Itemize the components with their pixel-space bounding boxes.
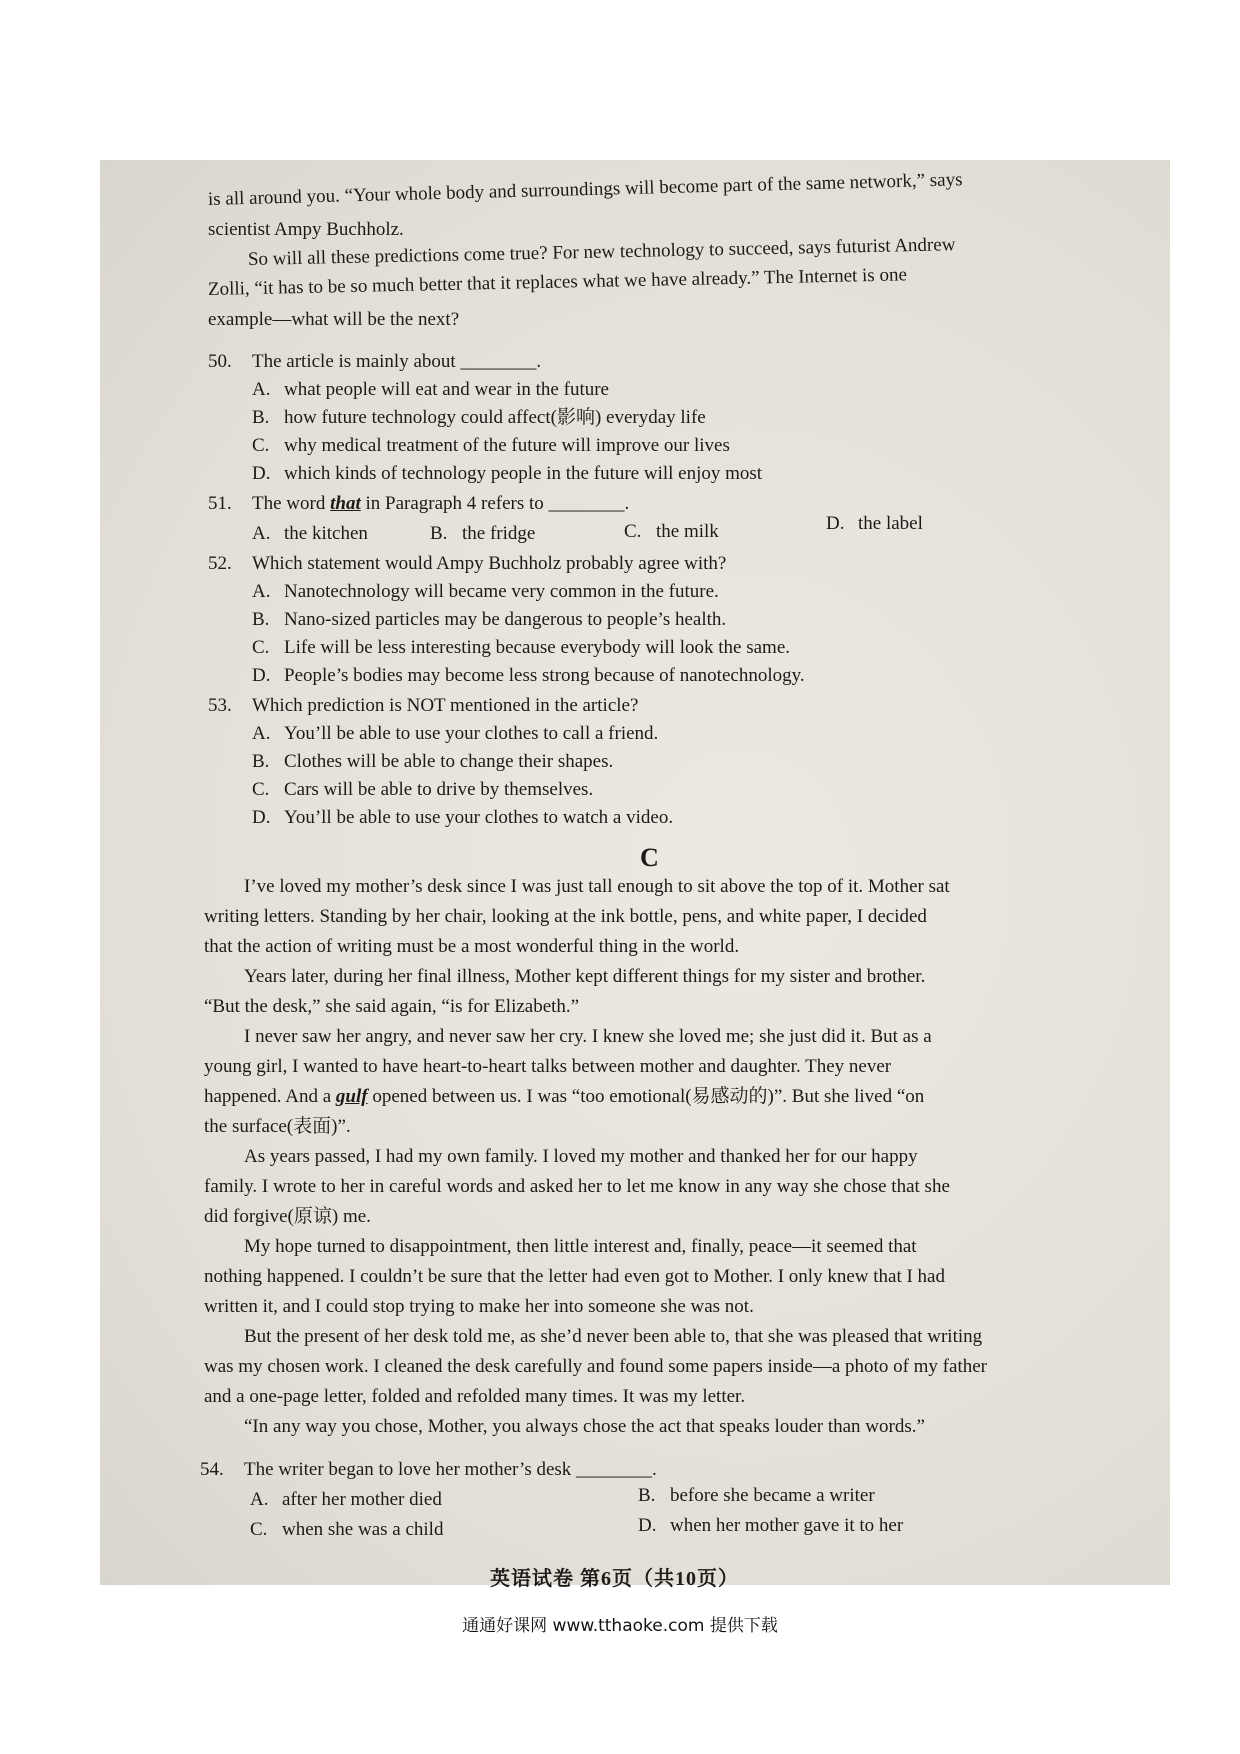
question-50 (208, 350, 541, 374)
paragraph-line: did forgive(原谅) me. (204, 1206, 371, 1227)
paragraph-line: But the present of her desk told me, as she’d never been able to, that she was pleased that writing (244, 1326, 983, 1347)
option (252, 378, 609, 402)
paragraph-line: that the action of writing must be a most wonderful thing in the world. (204, 936, 740, 957)
option (252, 778, 593, 802)
option-text: when her mother gave it to her (670, 1515, 904, 1536)
paragraph-line: nothing happened. I couldn’t be sure that the letter had even got to Mother. I only knew that I had (204, 1266, 945, 1287)
paragraph (204, 1232, 1104, 1322)
paragraph-line: written it, and I could stop trying to make her into someone she was not. (204, 1296, 754, 1317)
option (250, 1488, 442, 1512)
option (430, 522, 535, 546)
option (252, 608, 726, 632)
paragraph (204, 1322, 1104, 1412)
option (252, 750, 613, 774)
option-letter: D. (252, 463, 271, 484)
option-letter: D. (826, 513, 845, 534)
option (638, 1484, 875, 1508)
option-letter: D. (638, 1515, 657, 1536)
option-text: People’s bodies may become less strong because of nanotechnology. (284, 665, 805, 686)
question-stem-pre: The word (252, 493, 331, 514)
option (252, 806, 673, 830)
paragraph-line: I never saw her angry, and never saw her cry. I knew she loved me; she just did it. But as a (244, 1026, 932, 1047)
highlighted-word: gulf (335, 1086, 368, 1107)
option (252, 580, 719, 604)
option-text: when she was a child (282, 1519, 444, 1540)
option-text: Clothes will be able to change their shapes. (284, 751, 614, 772)
question-54 (200, 1458, 657, 1482)
download-caption: 通通好课网 www.tthaoke.com 提供下载 (462, 1616, 778, 1636)
option-letter: B. (430, 523, 448, 544)
paragraph-line: My hope turned to disappointment, then little interest and, finally, peace—it seemed that (244, 1236, 917, 1257)
option-text: You’ll be able to use your clothes to watch a video. (284, 807, 674, 828)
option (624, 520, 719, 544)
question-stem-post: in Paragraph 4 refers to ________. (360, 493, 630, 514)
gulf-line-pre: happened. And a (204, 1086, 336, 1107)
question-number: 53. (208, 695, 232, 716)
option (638, 1514, 903, 1538)
question-number: 51. (208, 493, 232, 514)
option-letter: C. (624, 521, 642, 542)
option-text: which kinds of technology people in the future will enjoy most (284, 463, 763, 484)
option-text: the milk (656, 521, 719, 542)
question-stem: Which prediction is NOT mentioned in the article? (252, 695, 639, 716)
paragraph-line: young girl, I wanted to have heart-to-heart talks between mother and daughter. They never (204, 1056, 892, 1077)
option-letter: D. (252, 807, 271, 828)
paragraph-line: and a one-page letter, folded and refolded many times. It was my letter. (204, 1386, 746, 1407)
paragraph (204, 872, 1104, 962)
option-text: Cars will be able to drive by themselves. (284, 779, 594, 800)
option-letter: B. (638, 1485, 656, 1506)
option-text: before she became a writer (670, 1485, 875, 1506)
paragraph (204, 1022, 1104, 1142)
option (252, 406, 706, 430)
option-letter: A. (252, 379, 271, 400)
paragraph-line: I’ve loved my mother’s desk since I was just tall enough to sit above the top of it. Mother sat (244, 876, 950, 897)
option-text: the kitchen (284, 523, 368, 544)
option-letter: C. (250, 1519, 268, 1540)
passage-line: Zolli, “it has to be so much better that it replaces what we have already.” The Internet is one (207, 264, 908, 300)
option-letter: A. (250, 1489, 269, 1510)
paragraph-line: writing letters. Standing by her chair, looking at the ink bottle, pens, and white paper, I decided (204, 906, 927, 927)
option-text: the fridge (462, 523, 536, 544)
option-text: how future technology could affect(影响) everyday life (284, 407, 706, 428)
option-letter: A. (252, 581, 271, 602)
paragraph-line (204, 1082, 1104, 1112)
paragraph-line: “In any way you chose, Mother, you always chose the act that speaks louder than words.” (244, 1416, 925, 1437)
option (252, 434, 730, 458)
option (252, 722, 658, 746)
option-text: Nanotechnology will became very common in the future. (284, 581, 719, 602)
option-text: what people will eat and wear in the future (284, 379, 609, 400)
option (252, 664, 805, 688)
option (252, 636, 790, 660)
option-text: You’ll be able to use your clothes to call a friend. (284, 723, 659, 744)
option-letter: C. (252, 435, 270, 456)
section-heading: C (640, 843, 659, 872)
question-51 (208, 492, 629, 516)
gulf-line-post: opened between us. I was “too emotional(易感动的)”. But she lived “on (367, 1086, 925, 1107)
question-number: 54. (200, 1459, 224, 1480)
highlighted-word: that (330, 493, 361, 514)
question-stem: Which statement would Ampy Buchholz probably agree with? (252, 553, 727, 574)
paragraph (204, 962, 1104, 1022)
question-number: 52. (208, 553, 232, 574)
paragraph-line: As years passed, I had my own family. I loved my mother and thanked her for our happy (244, 1146, 918, 1167)
option-letter: B. (252, 751, 270, 772)
option-letter: D. (252, 665, 271, 686)
passage-line: is all around you. “Your whole body and surroundings will become part of the same network,” says (207, 169, 963, 210)
paragraph-line: “But the desk,” she said again, “is for Elizabeth.” (204, 996, 580, 1017)
option-text: why medical treatment of the future will improve our lives (284, 435, 730, 456)
page-footer: 英语试卷 第6页（共10页） (490, 1568, 739, 1590)
option-text: after her mother died (282, 1489, 442, 1510)
exam-page (100, 160, 1170, 1585)
option-letter: A. (252, 523, 271, 544)
paragraph-line: was my chosen work. I cleaned the desk carefully and found some papers inside—a photo of my father (204, 1356, 987, 1377)
passage-line: example—what will be the next? (208, 309, 460, 330)
question-stem: The article is mainly about ________. (252, 351, 542, 372)
question-53 (208, 694, 638, 718)
paragraph-line: family. I wrote to her in careful words and asked her to let me know in any way she chose that she (204, 1176, 950, 1197)
passage-line: scientist Ampy Buchholz. (208, 219, 404, 240)
option (826, 512, 923, 536)
option (250, 1518, 443, 1542)
question-number: 50. (208, 351, 232, 372)
option (252, 462, 762, 486)
option-letter: A. (252, 723, 271, 744)
paragraph-line: the surface(表面)”. (204, 1116, 351, 1137)
option-text: Life will be less interesting because everybody will look the same. (284, 637, 790, 658)
paragraph-line: Years later, during her final illness, Mother kept different things for my sister and brother. (244, 966, 926, 987)
option-text: the label (858, 513, 923, 534)
question-52 (208, 552, 726, 576)
option (252, 522, 368, 546)
option-letter: B. (252, 407, 270, 428)
passage-line: So will all these predictions come true? For new technology to succeed, says futurist Andrew (247, 234, 956, 270)
option-letter: B. (252, 609, 270, 630)
question-stem: The writer began to love her mother’s desk ________. (244, 1459, 657, 1480)
option-letter: C. (252, 779, 270, 800)
option-letter: C. (252, 637, 270, 658)
paragraph (204, 1412, 1104, 1442)
option-text: Nano-sized particles may be dangerous to people’s health. (284, 609, 727, 630)
paragraph (204, 1142, 1104, 1232)
